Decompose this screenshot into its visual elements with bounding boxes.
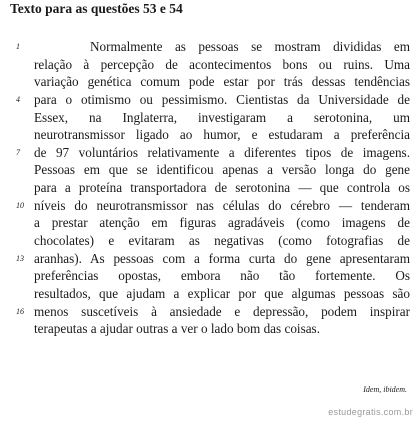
- line-number: 4: [16, 94, 20, 104]
- line-text: de 97 voluntários relativamente a diferentes tipos de imagens.: [34, 144, 410, 160]
- line-text: menos suscetíveis à ansiedade e depressão, podem inspirar: [34, 303, 410, 319]
- passage-line: [0, 161, 417, 179]
- passage-line: [0, 56, 417, 74]
- line-text: Essex, na Inglaterra, investigaram a serotonina, um: [34, 109, 410, 125]
- line-text: relação à percepção de acontecimentos bons ou ruins. Uma: [34, 56, 410, 72]
- passage-line: [0, 285, 417, 303]
- passage-line: [0, 303, 417, 321]
- passage-line: [0, 320, 417, 338]
- line-number: 13: [16, 253, 24, 263]
- line-text: níveis do neurotransmissor nas células do cérebro — tenderam: [34, 197, 410, 213]
- line-number: 7: [16, 147, 20, 157]
- line-text: preferências opostas, embora não tão fortemente. Os: [34, 268, 410, 284]
- line-number: 10: [16, 200, 24, 210]
- line-text: Normalmente as pessoas se mostram divididas em: [90, 39, 410, 54]
- line-text: a prestar atenção em figuras agradáveis (como imagens de: [34, 215, 410, 231]
- passage-heading: Texto para as questões 53 e 54: [10, 1, 183, 16]
- source-citation: Idem, ibidem.: [363, 385, 407, 394]
- line-text: para o otimismo ou pessimismo. Cientistas da Universidade de: [34, 91, 410, 107]
- line-text: chocolates) e evitaram as negativas (como fotografias de: [34, 233, 410, 249]
- passage-line: [0, 38, 417, 56]
- passage-line: [0, 73, 417, 91]
- line-number: 16: [16, 306, 24, 316]
- line-number: 1: [16, 42, 20, 51]
- passage-line: [0, 91, 417, 109]
- passage-line: [0, 232, 417, 250]
- passage-line: [0, 144, 417, 162]
- line-text: resultados, que ajudam a explicar por que algumas pessoas são: [34, 285, 410, 301]
- passage-line: [0, 197, 417, 215]
- line-text: para a proteína transportadora de serotonina — que controla os: [34, 180, 410, 196]
- passage-line: [0, 179, 417, 197]
- passage-line: [0, 109, 417, 127]
- line-text: Pessoas em que se identificou apenas a versão longa do gene: [34, 162, 410, 178]
- passage-line: [0, 126, 417, 144]
- line-text: variação genética comum pode estar por trás dessas tendências: [34, 74, 410, 90]
- passage-line: [0, 250, 417, 268]
- line-text: terapeutas a ajudar outras a ver o lado bom das coisas.: [34, 321, 320, 337]
- passage-line: [0, 214, 417, 232]
- passage-line: [0, 267, 417, 285]
- passage-text: [0, 38, 417, 338]
- line-text: aranhas). As pessoas com a forma curta do gene apresentaram: [34, 250, 410, 266]
- line-text: neurotransmissor ligado ao humor, e estudaram a preferência: [34, 127, 410, 143]
- site-watermark: estudegratis.com.br: [328, 407, 413, 417]
